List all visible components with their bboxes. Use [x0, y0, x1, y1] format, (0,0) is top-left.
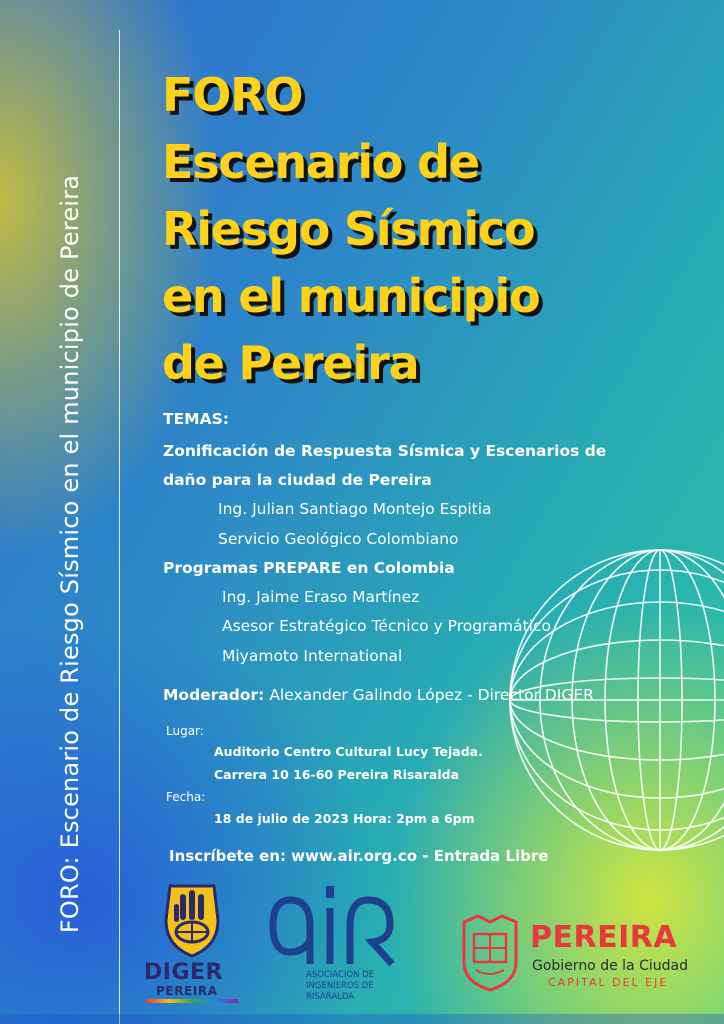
diger-city: PEREIRA: [156, 984, 218, 998]
tema2-speaker: Ing. Jaime Eraso Martínez: [222, 588, 420, 606]
tema1-org: Servicio Geológico Colombiano: [218, 530, 459, 548]
air-line2: INGENIEROS DE: [306, 981, 374, 991]
pereira-name: PEREIRA: [530, 920, 678, 955]
tema2-role: Asesor Estratégico Técnico y Programático: [222, 617, 551, 635]
lugar-line2: Carrera 10 16-60 Pereira Risaralda: [214, 767, 460, 782]
side-vertical-title: FORO: Escenario de Riesgo Sísmico en el municipio de Pereira: [56, 174, 84, 934]
pereira-shield-icon: [458, 912, 522, 992]
tema2-title: Programas PREPARE en Colombia: [163, 559, 455, 577]
diger-color-bar: [146, 999, 238, 1003]
pereira-logo: [458, 912, 720, 996]
diger-hand-icon: [140, 880, 244, 958]
moderador-value: Alexander Galindo López - Director DIGER: [269, 686, 594, 704]
air-text: [306, 970, 374, 1003]
fecha-value: 18 de julio de 2023 Hora: 2pm a 6pm: [214, 811, 475, 826]
moderador-label: Moderador:: [163, 686, 265, 704]
moderador: [163, 686, 594, 704]
diger-logo: [140, 880, 244, 1006]
title-line: FORO: [162, 68, 303, 122]
fecha-label: Fecha:: [166, 790, 206, 804]
lugar-line1: Auditorio Centro Cultural Lucy Tejada.: [214, 744, 483, 759]
pereira-sub: Gobierno de la Ciudad: [532, 958, 688, 974]
tema1-speaker: Ing. Julian Santiago Montejo Espitia: [218, 500, 492, 518]
tema1-title-line1: Zonificación de Respuesta Sísmica y Escenarios de: [163, 442, 607, 460]
tema2-org: Miyamoto International: [222, 647, 403, 665]
title-line: de Pereira: [162, 336, 419, 390]
diger-name: DIGER: [144, 960, 223, 985]
air-line1: ASOCIACIÓN DE: [306, 970, 375, 980]
bottom-bar: [0, 1014, 724, 1024]
title-line: en el municipio: [162, 269, 540, 323]
air-logo: [268, 880, 398, 1010]
air-monogram-icon: [268, 880, 398, 972]
inscripcion-link[interactable]: Inscríbete en: www.air.org.co - Entrada Libre: [169, 847, 549, 865]
pereira-tag: CAPITAL DEL EJE: [548, 976, 669, 989]
air-line3: RISARALDA: [306, 992, 355, 1002]
title-line: Riesgo Sísmico: [162, 202, 535, 256]
temas-label: TEMAS:: [163, 410, 229, 428]
tema1-title-line2: daño para la ciudad de Pereira: [163, 471, 432, 489]
title-line: Escenario de: [162, 135, 479, 189]
lugar-label: Lugar:: [166, 724, 204, 738]
